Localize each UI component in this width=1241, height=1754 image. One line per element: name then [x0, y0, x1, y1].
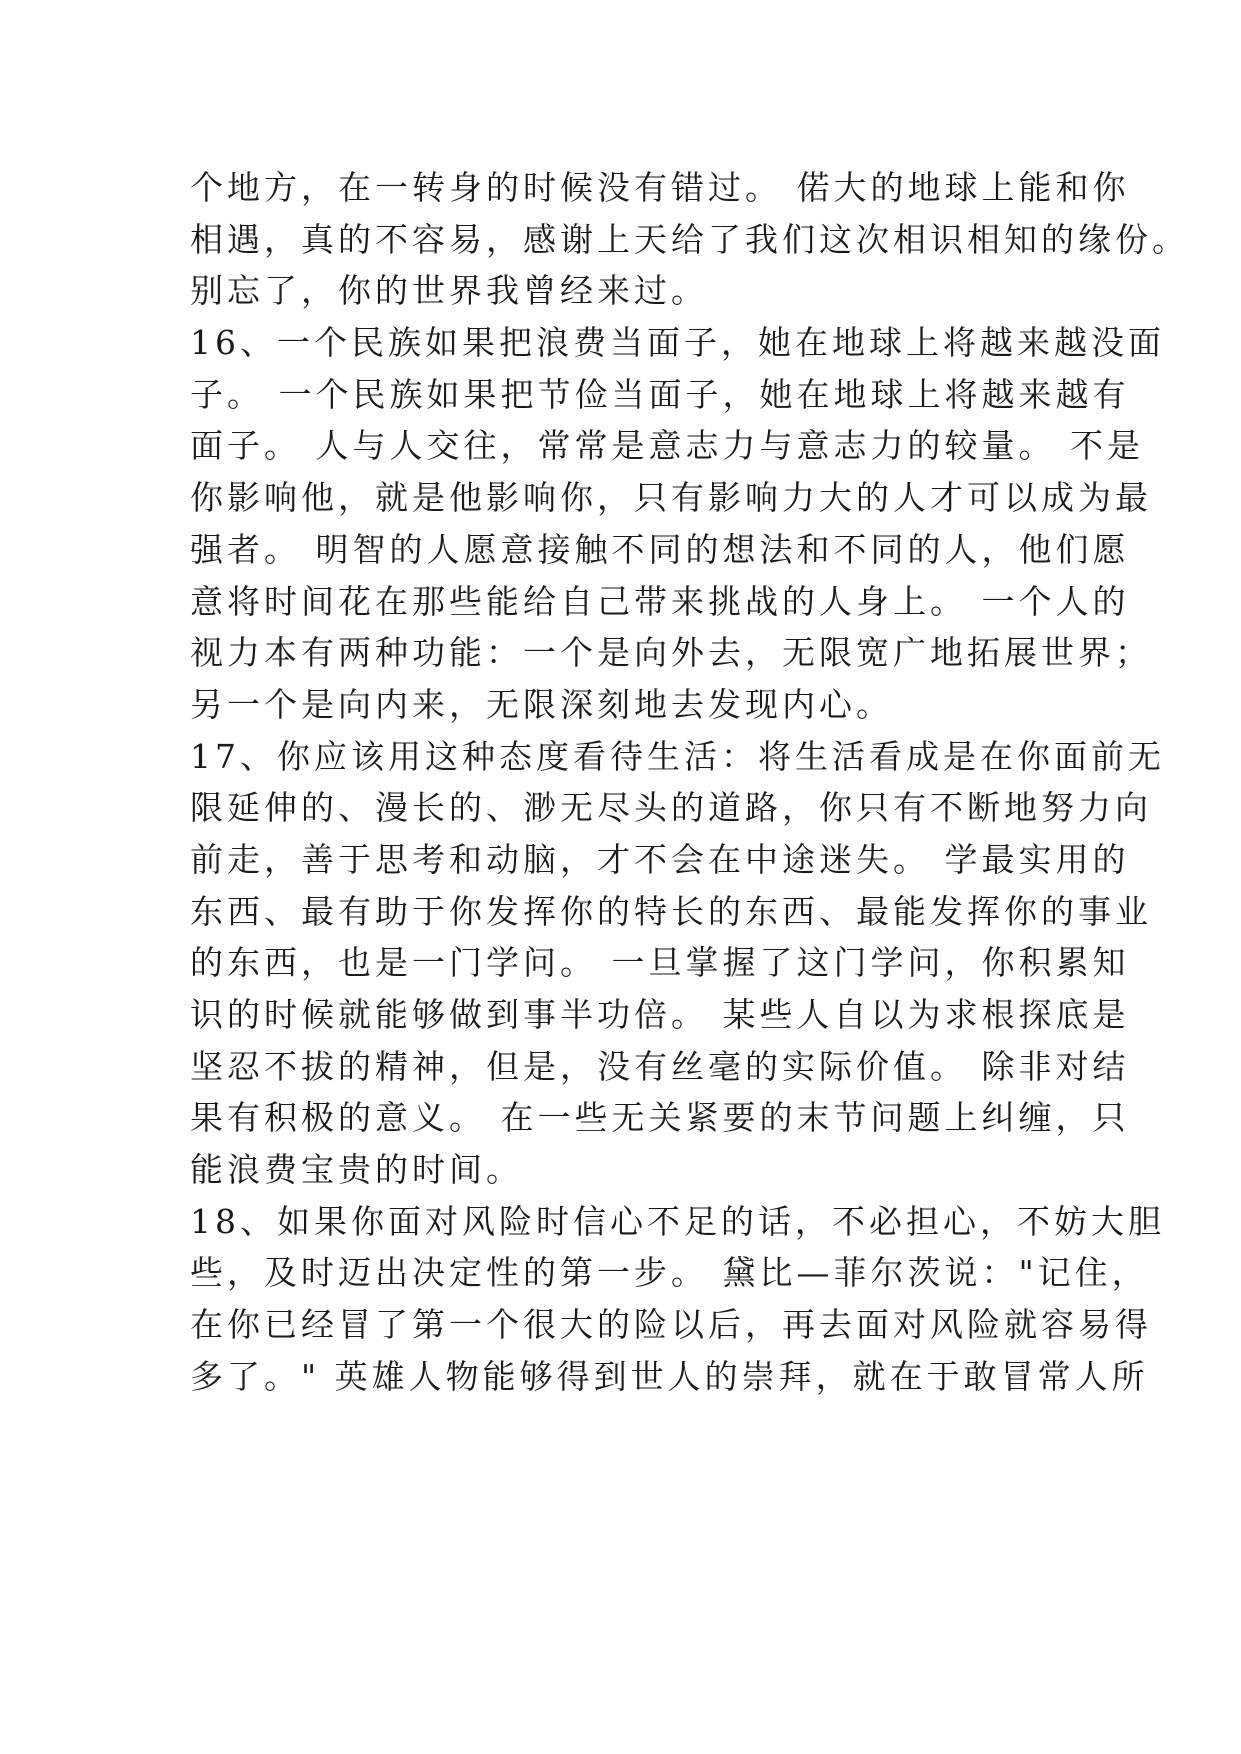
text-line: 面子。 人与人交往，常常是意志力与意志力的较量。 不是	[190, 426, 1144, 466]
text-line: 的东西，也是一门学问。 一旦掌握了这门学问，你积累知	[190, 943, 1130, 983]
text-line: 东西、最有助于你发挥你的特长的东西、最能发挥你的事业	[190, 891, 1152, 931]
text-line: 你影响他，就是他影响你，只有影响力大的人才可以成为最	[190, 478, 1152, 518]
text-line: 视力本有两种功能：一个是向外去，无限宽广地拓展世界；	[190, 633, 1152, 673]
text-line: 别忘了，你的世界我曾经来过。	[190, 271, 708, 311]
text-line: 前走，善于思考和动脑，才不会在中途迷失。 学最实用的	[190, 839, 1130, 879]
text-line: 在你已经冒了第一个很大的险以后，再去面对风险就容易得	[190, 1305, 1152, 1345]
text-line: 个地方，在一转身的时候没有错过。 偌大的地球上能和你	[190, 168, 1130, 207]
text-line: 多了。" 英雄人物能够得到世人的崇拜，就在于敢冒常人所	[190, 1356, 1149, 1396]
text-line: 17、你应该用这种态度看待生活：将生活看成是在你面前无	[190, 736, 1165, 776]
text-line: 些，及时迈出决定性的第一步。 黛比—菲尔茨说："记住，	[190, 1253, 1149, 1293]
text-line: 另一个是向内来，无限深刻地去发现内心。	[190, 684, 893, 724]
text-line: 相遇，真的不容易，感谢上天给了我们这次相识相知的缘份。	[190, 219, 1189, 259]
text-line: 18、如果你面对风险时信心不足的话，不必担心，不妨大胆	[190, 1201, 1165, 1241]
text-line: 16、一个民族如果把浪费当面子，她在地球上将越来越没面	[190, 323, 1165, 363]
text-line: 意将时间花在那些能给自己带来挑战的人身上。 一个人的	[190, 581, 1130, 621]
document-body	[190, 162, 1189, 1403]
text-line: 果有积极的意义。 在一些无关紧要的末节问题上纠缠，只	[190, 1098, 1130, 1138]
text-line: 强者。 明智的人愿意接触不同的想法和不同的人，他们愿	[190, 529, 1130, 569]
text-line: 能浪费宝贵的时间。	[190, 1150, 523, 1190]
text-line: 限延伸的、漫长的、渺无尽头的道路，你只有不断地努力向	[190, 788, 1152, 828]
text-line: 识的时候就能够做到事半功倍。 某些人自以为求根探底是	[190, 995, 1130, 1034]
text-line: 子。 一个民族如果把节俭当面子，她在地球上将越来越有	[190, 374, 1130, 414]
text-line: 坚忍不拔的精神，但是，没有丝毫的实际价值。 除非对结	[190, 1046, 1130, 1086]
